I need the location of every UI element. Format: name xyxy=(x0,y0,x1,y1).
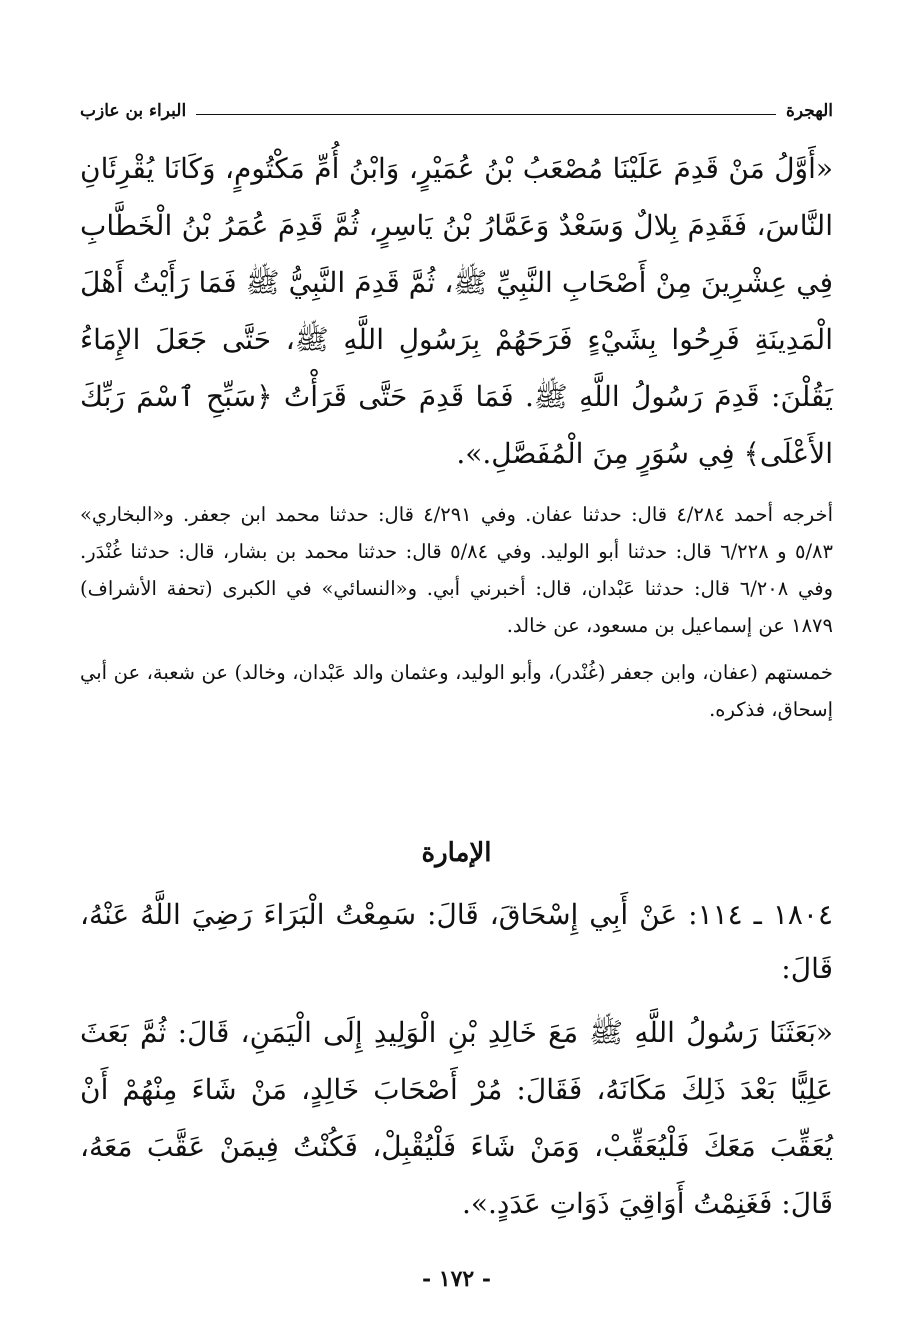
hadith-continued-text: «أَوَّلُ مَنْ قَدِمَ عَلَيْنَا مُصْعَبُ بْنُ عُمَيْرٍ، وَابْنُ أُمِّ مَكْتُومٍ، وَكَانَا يُقْرِئَانِ النَّاسَ، فَقَدِمَ بِلالٌ وَسَعْدٌ وَعَمَّارُ بْنُ يَاسِرٍ، ثُمَّ قَدِمَ عُمَرُ بْنُ الْخَطَّابِ فِي عِشْرِينَ مِنْ أَصْحَابِ النَّبِيِّ ﷺ، ثُمَّ قَدِمَ النَّبِيُّ ﷺ فَمَا رَأَيْتُ أَهْلَ الْمَدِينَةِ فَرِحُوا بِشَيْءٍ فَرَحَهُمْ بِرَسُولِ اللَّهِ ﷺ، حَتَّى جَعَلَ الإِمَاءُ يَقُلْنَ: قَدِمَ رَسُولُ اللَّهِ ﷺ. فَمَا قَدِمَ حَتَّى قَرَأْتُ ﴿سَبِّحِ ٱسْمَ رَبِّكَ الأَعْلَى﴾ فِي سُوَرٍ مِنَ الْمُفَصَّلِ.». xyxy=(80,152,833,470)
takhrij-paragraph-1: أخرجه أحمد ٤/٢٨٤ قال: حدثنا عفان. وفي ٤/٢٩١ قال: حدثنا محمد ابن جعفر. و«البخاري» ٥/٨٣ و ٦/٢٢٨ قال: حدثنا أبو الوليد. وفي ٥/٨٤ قال: حدثنا محمد بن بشار، قال: حدثنا غُنْدَر. وفي ٦/٢٠٨ قال: حدثنا عَبْدان، قال: أخبرني أبي. و«النسائي» في الكبرى (تحفة الأشراف) ١٨٧٩ عن إسماعيل بن مسعود، عن خالد. xyxy=(80,503,833,637)
takhrij-paragraph-2: خمستهم (عفان، وابن جعفر (غُنْدر)، وأبو الوليد، وعثمان والد عَبْدان، وخالد) عن شعبة، عن أبي إسحاق، فذكره. xyxy=(80,661,833,721)
hadith-continued xyxy=(80,140,833,482)
hadith-1804 xyxy=(80,888,833,1232)
header-chapter: الهجرة xyxy=(786,101,833,121)
hadith-1804-intro: ١٨٠٤ ـ ١١٤: عَنْ أَبِي إِسْحَاقَ، قَالَ: سَمِعْتُ الْبَرَاءَ رَضِيَ اللَّهُ عَنْهُ، قَالَ: xyxy=(80,898,833,985)
header-rule xyxy=(196,114,776,115)
header-narrator: البراء بن عازب xyxy=(80,101,187,121)
hadith-1804-body xyxy=(80,1004,833,1232)
running-header xyxy=(80,96,833,126)
takhrij-notes xyxy=(80,496,833,728)
hadith-1804-text: «بَعَثَنَا رَسُولُ اللَّهِ ﷺ مَعَ خَالِدِ بْنِ الْوَلِيدِ إِلَى الْيَمَنِ، قَالَ: ثُمَّ بَعَثَ عَلِيًّا بَعْدَ ذَلِكَ مَكَانَهُ، فَقَالَ: مُرْ أَصْحَابَ خَالِدٍ، مَنْ شَاءَ مِنْهُمْ أَنْ يُعَقِّبَ مَعَكَ فَلْيُعَقِّبْ، وَمَنْ شَاءَ فَلْيُقْبِلْ، فَكُنْتُ فِيمَنْ عَقَّبَ مَعَهُ، قَالَ: فَغَنِمْتُ أَوَاقِيَ ذَوَاتِ عَدَدٍ.». xyxy=(80,1016,833,1220)
page-number: - ١٧٢ - xyxy=(421,1266,492,1292)
notes-spacer xyxy=(80,644,833,654)
section-title: الإمارة xyxy=(421,838,492,868)
